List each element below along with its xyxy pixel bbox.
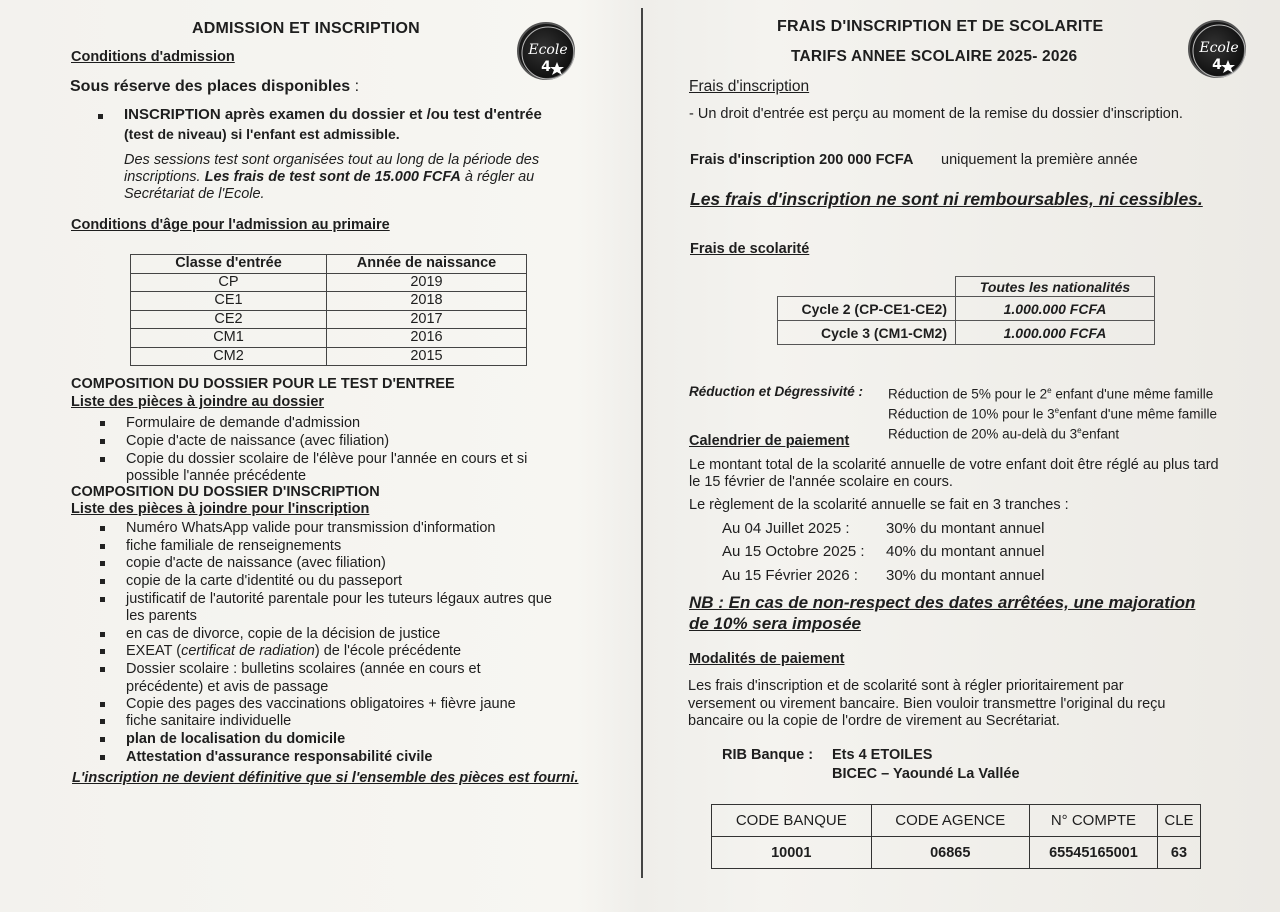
table-row: CM1 2016 — [131, 329, 527, 348]
bank-table-header: CODE BANQUE CODE AGENCE N° COMPTE CLE — [712, 805, 1201, 837]
table-row: CP 2019 — [131, 273, 527, 292]
list-item: fiche familiale de renseignements — [98, 538, 341, 555]
table-row: CM2 2015 — [131, 347, 527, 366]
frais-inscription-amount: Frais d'inscription 200 000 FCFA — [690, 152, 914, 168]
modalites-paragraph: Les frais d'inscription et de scolarité sont à régler prioritairement par versement ou virement bancaire. Bien vouloir transmettre l'original du reçu bancaire ou la copie de l'ordre de virement au Secrétariat. — [688, 678, 1166, 729]
fee-table-header — [778, 277, 1155, 297]
list-item: Attestation d'assurance responsabilité civile — [98, 749, 432, 766]
list-item: Copie du dossier scolaire de l'élève pour l'année en cours et si — [98, 451, 527, 468]
liste-inscription-heading: Liste des pièces à joindre pour l'inscription — [71, 501, 370, 517]
tranche-desc: 30% du montant annuel — [886, 567, 1045, 584]
list-item: Réduction de 10% pour le 3eenfant d'une même famille — [888, 406, 1217, 422]
page-divider — [641, 8, 643, 878]
list-item: Réduction de 20% au-delà du 3eenfant — [888, 426, 1120, 442]
tranche-date: Au 04 Juillet 2025 : — [722, 520, 850, 537]
modalites-heading: Modalités de paiement — [689, 651, 845, 667]
rib-bank: BICEC – Yaoundé La Vallée — [832, 766, 1020, 782]
list-item: Numéro WhatsApp valide pour transmission d'information — [98, 520, 495, 537]
reductions-list — [888, 383, 1217, 443]
age-table — [130, 254, 527, 366]
fee-table — [777, 276, 1155, 345]
list-item: justificatif de l'autorité parentale pour les tuteurs légaux autres que — [98, 591, 552, 608]
sous-reserve-text: Sous réserve des places disponibles : — [70, 78, 360, 95]
montant-paragraph: Le montant total de la scolarité annuelle de votre enfant doit être réglé au plus tard le 15 février de l'année scolaire en cours. — [689, 457, 1219, 490]
age-table-header — [131, 255, 527, 274]
list-item-continuation: précédente) et avis de passage — [126, 679, 329, 695]
inscription-condition: INSCRIPTION après examen du dossier et /ou test d'entrée (test de niveau) si l'enfant est admissible. — [98, 106, 578, 142]
list-item: copie d'acte de naissance (avec filiation) — [98, 555, 386, 572]
non-remboursables-notice: Les frais d'inscription ne sont ni remboursables, ni cessibles. — [690, 189, 1203, 209]
table-row: CE2 2017 — [131, 310, 527, 329]
list-item: Réduction de 5% pour le 2e enfant d'une même famille — [888, 386, 1214, 402]
rib-label: RIB Banque : — [722, 747, 814, 763]
list-item: Copie d'acte de naissance (avec filiation) — [98, 433, 389, 450]
rib-name: Ets 4 ETOILES — [832, 747, 933, 763]
final-note: L'inscription ne devient définitive que si l'ensemble des pièces est fourni. — [72, 770, 579, 786]
school-logo-right — [1188, 20, 1246, 78]
conditions-admission-heading: Conditions d'admission — [71, 49, 235, 65]
table-row: 10001 06865 65545165001 63 — [712, 837, 1201, 869]
frais-title: FRAIS D'INSCRIPTION ET DE SCOLARITE — [777, 18, 1104, 35]
sessions-test-paragraph: Des sessions test sont organisées tout au long de la période des inscriptions. Les frais de test sont de 15.000 FCFA à régler au Secrétariat de l'Ecole. — [124, 152, 540, 202]
list-item: Dossier scolaire : bulletins scolaires (année en cours et — [98, 661, 481, 678]
nb-majoration-notice: NB : En cas de non-respect des dates arrêtées, une majoration de 10% sera imposée — [689, 593, 1196, 633]
logo-text-ecole: Ecole — [528, 42, 568, 58]
list-item: plan de localisation du domicile — [98, 731, 345, 748]
composition-test-heading: COMPOSITION DU DOSSIER POUR LE TEST D'ENTREE — [71, 376, 455, 392]
list-item: en cas de divorce, copie de la décision de justice — [98, 626, 440, 643]
premiere-annee-text: uniquement la première année — [941, 152, 1138, 168]
reglement-text: Le règlement de la scolarité annuelle se fait en 3 tranches : — [689, 497, 1069, 513]
list-item-continuation: les parents — [126, 608, 197, 624]
list-item-continuation: possible l'année précédente — [126, 468, 307, 484]
svg-text:4: 4 — [541, 59, 551, 75]
list-item: EXEAT (certificat de radiation) de l'école précédente — [98, 643, 461, 660]
admission-title: ADMISSION ET INSCRIPTION — [192, 20, 420, 37]
nationalites-header: Toutes les nationalités — [956, 277, 1155, 297]
frais-scolarite-heading: Frais de scolarité — [690, 241, 810, 257]
composition-inscription-heading: COMPOSITION DU DOSSIER D'INSCRIPTION — [71, 484, 380, 500]
table-row: Cycle 2 (CP-CE1-CE2) 1.000.000 FCFA — [778, 297, 1155, 321]
tranche-desc: 40% du montant annuel — [886, 543, 1045, 560]
list-item: Copie des pages des vaccinations obligatoires + fièvre jaune — [98, 696, 516, 713]
tranche-date: Au 15 Février 2026 : — [722, 567, 858, 584]
school-logo — [517, 22, 575, 80]
svg-text:Ecole: Ecole — [1199, 40, 1239, 56]
age-col-annee: Année de naissance — [327, 255, 527, 274]
list-item: fiche sanitaire individuelle — [98, 713, 291, 730]
table-row: CE1 2018 — [131, 292, 527, 311]
tarifs-subtitle: TARIFS ANNEE SCOLAIRE 2025- 2026 — [791, 48, 1078, 65]
bank-table — [711, 804, 1201, 869]
frais-inscription-heading: Frais d'inscription — [689, 78, 810, 95]
reduction-label: Réduction et Dégressivité : — [689, 384, 864, 399]
list-item: Formulaire de demande d'admission — [98, 415, 360, 432]
calendrier-heading: Calendrier de paiement — [689, 433, 850, 449]
tranche-desc: 30% du montant annuel — [886, 520, 1045, 537]
table-row: Cycle 3 (CM1-CM2) 1.000.000 FCFA — [778, 321, 1155, 345]
liste-test-heading: Liste des pièces à joindre au dossier — [71, 394, 325, 410]
droit-entree-text: - Un droit d'entrée est perçu au moment de la remise du dossier d'inscription. — [689, 106, 1183, 122]
list-item: copie de la carte d'identité ou du passeport — [98, 573, 402, 590]
conditions-age-heading: Conditions d'âge pour l'admission au primaire — [71, 217, 390, 233]
svg-text:4: 4 — [1212, 57, 1222, 73]
tranche-date: Au 15 Octobre 2025 : — [722, 543, 865, 560]
age-col-classe: Classe d'entrée — [131, 255, 327, 274]
